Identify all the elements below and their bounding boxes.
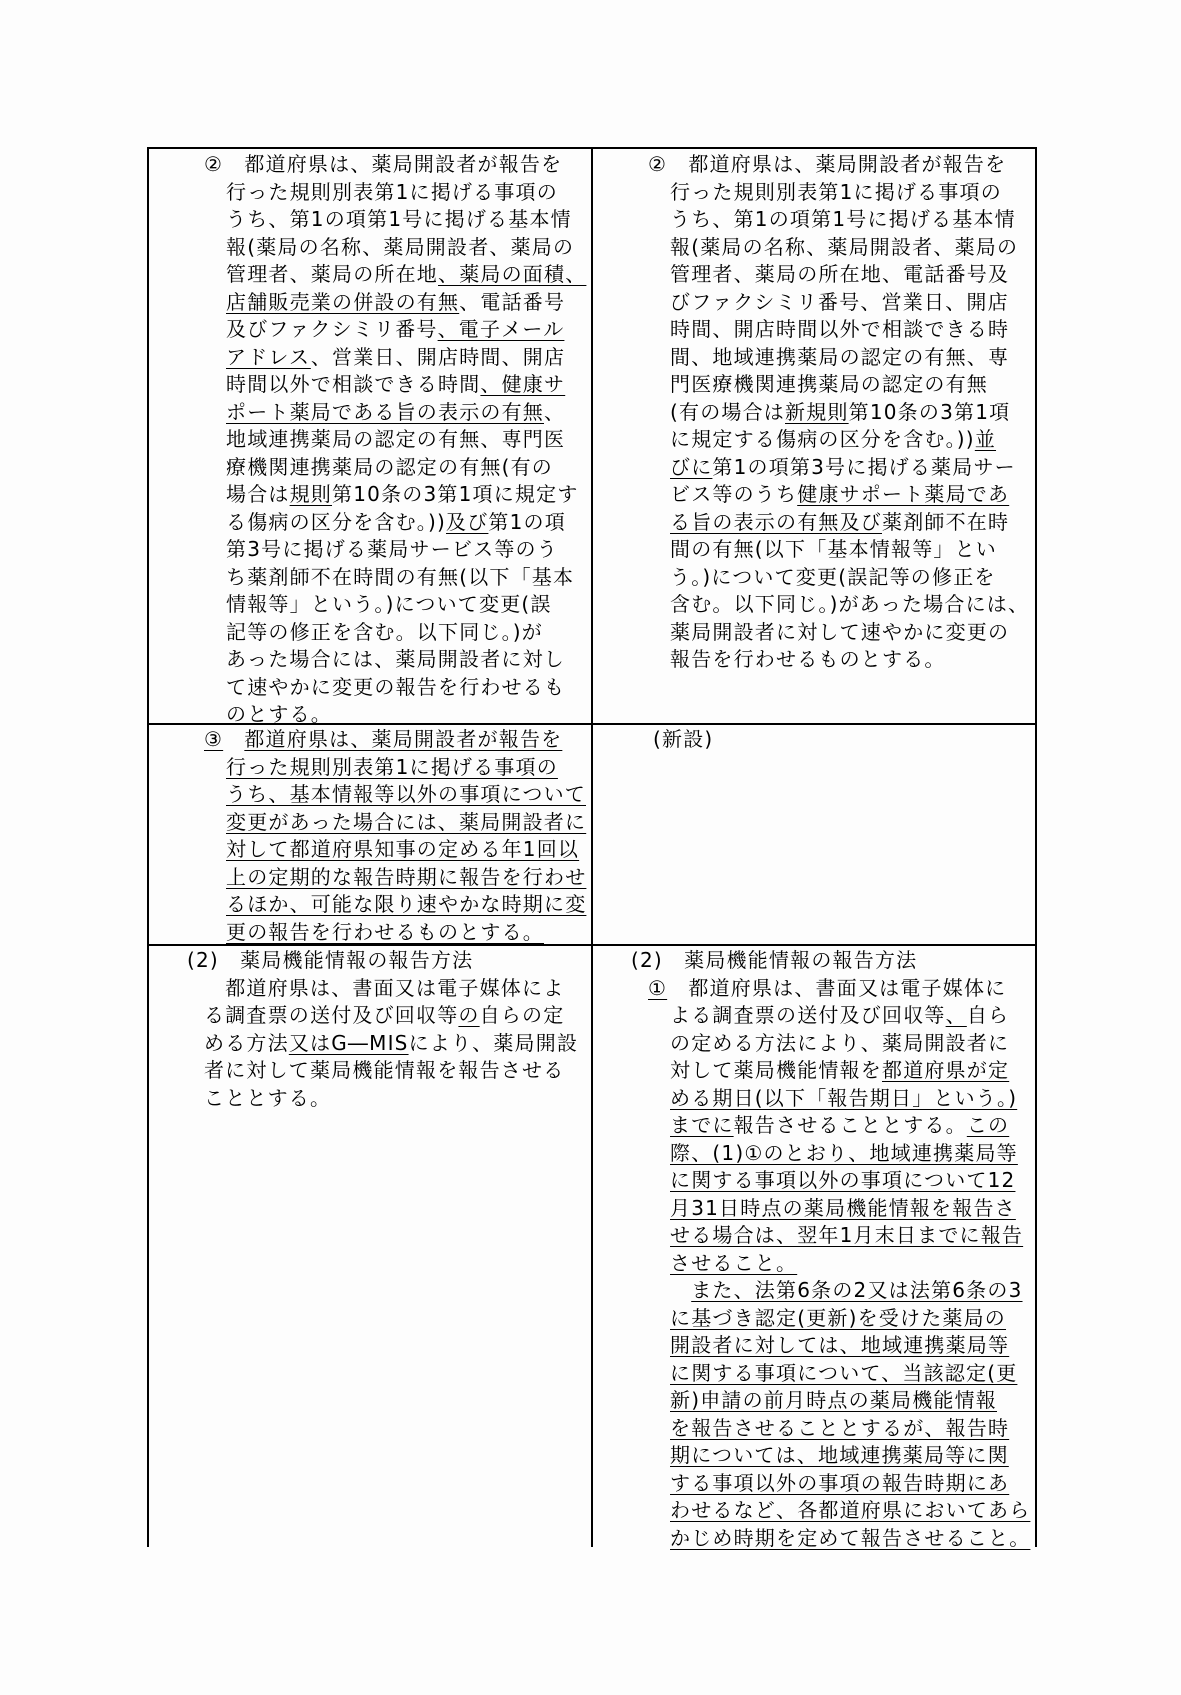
text-segment: うち、第1の項第1号に掲げる基本情 (226, 207, 572, 231)
new-establishment-note (593, 725, 1035, 944)
text-line (149, 509, 591, 537)
amended-text: 規則 (289, 482, 333, 506)
text-line (593, 536, 1035, 564)
amended-text: アドレス (226, 344, 311, 369)
amended-text: 開設者に対しては、地域連携薬局等 (670, 1333, 1010, 1357)
text-line (593, 1387, 1035, 1415)
amended-text: 並 (974, 427, 997, 451)
text-line (593, 1222, 1035, 1250)
text-line (149, 1030, 591, 1058)
text-segment: 時間以外で相談できる時間 (226, 372, 481, 396)
amended-text: 変更があった場合には、薬局開設者に (226, 809, 587, 834)
amended-text: させること。 (670, 1250, 798, 1275)
amended-text: 行った規則別表第1に掲げる事項の (226, 754, 558, 779)
text-segment: 門医療機関連携薬局の認定の有無 (670, 372, 988, 396)
text-segment: 第10条の3第1項 (848, 399, 1011, 424)
text-line (593, 399, 1035, 427)
text-line (149, 1002, 591, 1030)
text-line (593, 1085, 1035, 1113)
amended-text: する事項以外の事項の報告時期にあ (670, 1470, 1010, 1495)
amended-text: 都道府県が定 (882, 1058, 1010, 1082)
text-line (593, 481, 1035, 509)
text-line (149, 1085, 591, 1113)
amended-text: 又はG―MIS (288, 1030, 409, 1055)
text-line (593, 1277, 1035, 1305)
text-segment: 報(薬局の名称、薬局開設者、薬局の (226, 234, 575, 259)
text-line (593, 619, 1035, 647)
text-segment: ② 都道府県は、薬局開設者が報告を (648, 152, 1007, 176)
text-line (593, 726, 1035, 754)
section-heading: (2) 薬局機能情報の報告方法 (631, 948, 918, 972)
amended-text: 新)申請の前月時点の薬局機能情報 (670, 1388, 998, 1412)
amended-text: に関する事項以外の事項について12 (670, 1168, 1016, 1192)
text-segment: 第3号に掲げる薬局サービス等のう (226, 537, 558, 561)
text-line (149, 864, 591, 892)
text-segment: あった場合には、薬局開設者に対し (226, 647, 565, 671)
text-segment: (有の場合は (670, 399, 786, 424)
text-segment: う。)について変更(誤記等の修正を (670, 564, 996, 589)
text-segment: める方法 (204, 1030, 289, 1055)
text-segment: 及びファクシミリ番号 (226, 317, 438, 341)
current-section-2 (593, 946, 1035, 1550)
text-segment: 情報等」という。)について変更(誤 (226, 592, 552, 616)
text-segment: ビス等のうち (670, 482, 798, 506)
text-segment: 管理者、薬局の所在地、電話番号及 (670, 262, 1010, 286)
amended-text: を報告させることとするが、報告時 (670, 1415, 1010, 1440)
text-segment: 薬局開設者に対して速やかに変更の (670, 619, 1010, 644)
amended-text: 対して都道府県知事の定める年1回以 (226, 837, 580, 861)
amended-text: 都道府県は、薬局開設者が報告を (244, 727, 563, 751)
table-row (148, 724, 1036, 945)
amended-text: 健康サポート薬局であ (797, 482, 1010, 506)
text-segment: 、営業日、開店時間、開店 (310, 344, 566, 369)
text-line (593, 591, 1035, 619)
text-line (149, 564, 591, 592)
text-line (593, 646, 1035, 674)
text-segment: る調査票の送付及び回収等 (204, 1003, 459, 1027)
current-cell (592, 724, 1036, 945)
text-line (593, 1140, 1035, 1168)
amended-text: 及び (446, 509, 489, 534)
text-segment: 行った規則別表第1に掲げる事項の (226, 179, 558, 204)
revised-item-3 (149, 725, 591, 944)
amended-text: に関する事項について、当該認定(更 (670, 1360, 1018, 1385)
text-line (149, 399, 591, 427)
text-line (149, 726, 591, 754)
text-line (593, 1332, 1035, 1360)
amended-text: 、 (945, 1003, 967, 1027)
text-line (593, 1057, 1035, 1085)
amended-text: 上の定期的な報告時期に報告を行わせ (226, 864, 587, 889)
amended-text: 、薬局の面積、 (438, 262, 587, 286)
text-line (593, 1112, 1035, 1140)
text-line (149, 481, 591, 509)
text-segment: の定める方法により、薬局開設者に (670, 1030, 1010, 1055)
text-line (593, 1470, 1035, 1498)
text-line (593, 1497, 1035, 1525)
revised-cell (148, 148, 592, 724)
text-line (593, 289, 1035, 317)
text-line (593, 975, 1035, 1003)
text-line (593, 509, 1035, 537)
text-line (149, 289, 591, 317)
amended-text: わせるなど、各都道府県においてあら (670, 1498, 1031, 1522)
table-row (148, 945, 1036, 1547)
text-line (149, 591, 591, 619)
text-segment: る傷病の区分を含む。)) (226, 509, 447, 534)
text-line (149, 536, 591, 564)
text-segment (223, 727, 244, 751)
text-segment: 都道府県は、書面又は電子媒体によ (204, 975, 565, 1000)
amended-text: に基づき認定(更新)を受けた薬局の (670, 1305, 1007, 1330)
text-line (593, 1030, 1035, 1058)
text-line (593, 564, 1035, 592)
text-segment: のとする。 (226, 702, 332, 726)
text-line (593, 1002, 1035, 1030)
text-line (149, 646, 591, 674)
text-line (149, 206, 591, 234)
text-segment: ち薬剤師不在時間の有無(以下「基本 (226, 564, 575, 589)
text-line (149, 371, 591, 399)
text-line (593, 179, 1035, 207)
text-line (149, 781, 591, 809)
text-segment: 第1の項 (488, 509, 566, 534)
text-line (593, 261, 1035, 289)
text-line (593, 206, 1035, 234)
text-segment: に規定する傷病の区分を含む。)) (670, 427, 975, 451)
table-row (148, 148, 1036, 724)
text-line (593, 1305, 1035, 1333)
text-segment: 含む。以下同じ。)があった場合には、 (670, 592, 1030, 616)
text-segment: 自らの定 (479, 1003, 565, 1027)
text-segment: 療機関連携薬局の認定の有無(有の (226, 454, 554, 479)
text-segment: 自ら (966, 1003, 1010, 1027)
text-segment: こととする。 (204, 1085, 332, 1110)
text-line (149, 836, 591, 864)
amended-text: 更の報告を行わせるものとする。 (226, 919, 544, 944)
amended-text: 月31日時点の薬局機能情報を報告さ (670, 1195, 1016, 1220)
current-cell (592, 148, 1036, 724)
text-segment: により、薬局開設 (408, 1030, 579, 1055)
section-heading: (2) 薬局機能情報の報告方法 (187, 948, 474, 972)
text-line (149, 454, 591, 482)
text-segment: 報告を行わせるものとする。 (670, 647, 946, 671)
revised-cell (148, 945, 592, 1547)
amended-text: ③ (204, 727, 224, 751)
amended-text: 、健康サ (480, 372, 566, 396)
amended-text: びに (670, 454, 713, 479)
text-line (149, 809, 591, 837)
text-line (593, 316, 1035, 344)
text-line (149, 261, 591, 289)
text-segment: 報告させることとする。 (733, 1113, 967, 1137)
amended-text: せる場合は、翌年1月末日までに報告 (670, 1223, 1024, 1247)
text-segment: 対して薬局機能情報を (670, 1058, 882, 1082)
amended-text: 店舗販売業の併設の有無 (226, 289, 460, 314)
text-segment: うち、第1の項第1号に掲げる基本情 (670, 207, 1016, 231)
text-segment: 者に対して薬局機能情報を報告させる (204, 1058, 565, 1082)
text-segment: 時間、開店時間以外で相談できる時 (670, 317, 1010, 341)
text-line (149, 674, 591, 702)
text-line (149, 891, 591, 919)
text-line (593, 1525, 1035, 1553)
text-segment: 場合は (226, 482, 290, 506)
text-line (593, 344, 1035, 372)
text-line (593, 1442, 1035, 1470)
text-segment: 報(薬局の名称、薬局開設者、薬局の (670, 234, 1019, 259)
amended-text: 期については、地域連携薬局等に関 (670, 1443, 1009, 1467)
text-line (149, 151, 591, 179)
text-segment: 間、地域連携薬局の認定の有無、専 (670, 344, 1010, 369)
text-line (149, 426, 591, 454)
amended-text: の (458, 1003, 480, 1027)
text-line (149, 316, 591, 344)
amended-text: うち、基本情報等以外の事項について (226, 782, 586, 806)
text-line (149, 234, 591, 262)
amended-text: までに (670, 1113, 734, 1137)
revised-section-2 (149, 946, 591, 1547)
text-line (593, 454, 1035, 482)
text-segment: ② 都道府県は、薬局開設者が報告を (204, 152, 563, 176)
text-segment: 都道府県は、書面又は電子媒体に (667, 975, 1007, 1000)
revised-cell (148, 724, 592, 945)
text-line (149, 919, 591, 947)
text-segment: 間の有無(以下「基本情報等」とい (670, 537, 998, 561)
text-line (149, 975, 591, 1003)
text-line (593, 1250, 1035, 1278)
text-line (593, 1415, 1035, 1443)
text-line (593, 151, 1035, 179)
text-line (593, 1167, 1035, 1195)
amended-text: かじめ時期を定めて報告させること。 (670, 1525, 1031, 1550)
amended-text: 、電子メール (437, 317, 565, 341)
text-line (593, 234, 1035, 262)
text-segment (670, 1278, 691, 1302)
amended-text: また、法第6条の2又は法第6条の3 (691, 1278, 1023, 1302)
text-line (149, 619, 591, 647)
text-line (593, 1360, 1035, 1388)
revised-item-2 (149, 149, 591, 726)
amended-text: 新規則 (785, 399, 849, 424)
text-segment: 、 (544, 399, 566, 424)
text-segment: (新設) (653, 727, 714, 751)
amended-text: ポート薬局である旨の表示の有無 (226, 399, 544, 424)
text-segment: 管理者、薬局の所在地 (226, 262, 438, 286)
amended-text: この (966, 1113, 1010, 1137)
text-segment: 地域連携薬局の認定の有無、専門医 (226, 427, 566, 451)
current-cell (592, 945, 1036, 1550)
amended-text: る旨の表示の有無及び (670, 509, 882, 534)
text-line (149, 344, 591, 372)
text-segment: よる調査票の送付及び回収等 (670, 1003, 946, 1027)
comparison-table (147, 147, 1037, 1550)
text-segment: て速やかに変更の報告を行わせるも (226, 674, 566, 699)
text-segment: びファクシミリ番号、営業日、開店 (670, 289, 1009, 314)
amended-text: るほか、可能な限り速やかな時期に変 (226, 892, 587, 916)
amended-text: ① (648, 975, 668, 1000)
amended-text: 際、(1)①のとおり、地域連携薬局等 (670, 1140, 1018, 1165)
text-segment: 第1の項第3号に掲げる薬局サー (712, 454, 1016, 479)
text-line (593, 1195, 1035, 1223)
text-segment: 薬剤師不在時 (882, 509, 1010, 534)
text-line (149, 754, 591, 782)
text-line (149, 179, 591, 207)
text-segment: 記等の修正を含む。以下同じ。)が (226, 619, 544, 644)
text-line (593, 426, 1035, 454)
text-segment: 第10条の3第1項に規定す (332, 482, 579, 506)
amended-text: める期日(以下「報告期日」という。) (670, 1085, 1018, 1110)
text-line (593, 371, 1035, 399)
text-segment: 、電話番号 (459, 289, 566, 314)
text-segment: 行った規則別表第1に掲げる事項の (670, 179, 1002, 204)
current-item-2 (593, 149, 1035, 723)
text-line (149, 1057, 591, 1085)
